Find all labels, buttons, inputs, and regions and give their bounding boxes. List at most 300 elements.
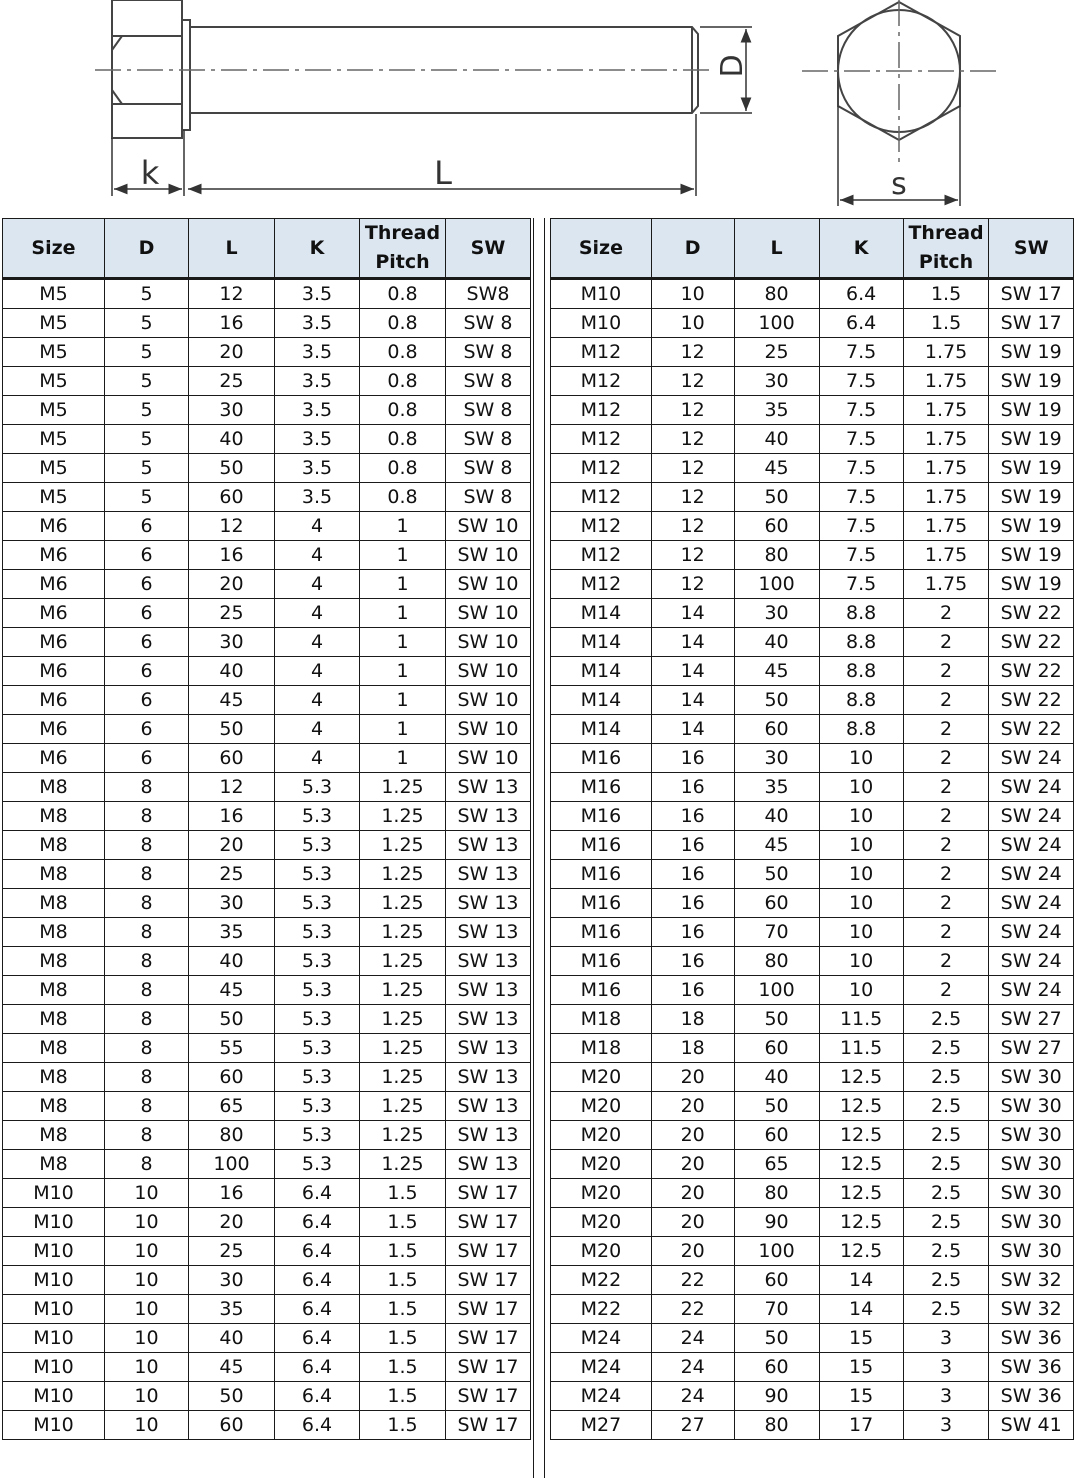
cell-k: 6.4	[275, 1179, 360, 1208]
cell-size: M5	[3, 338, 105, 367]
cell-thread-pitch: 1.25	[360, 918, 446, 947]
cell-l: 45	[189, 976, 275, 1005]
cell-sw: SW 8	[446, 367, 531, 396]
cell-l: 40	[189, 657, 275, 686]
cell-k: 4	[275, 541, 360, 570]
cell-k: 3.5	[275, 279, 360, 309]
cell-sw: SW 13	[446, 976, 531, 1005]
cell-sw: SW 17	[446, 1411, 531, 1440]
cell-sw: SW 17	[446, 1295, 531, 1324]
cell-l: 50	[734, 1005, 819, 1034]
cell-k: 5.3	[275, 831, 360, 860]
cell-thread-pitch: 1.5	[360, 1353, 446, 1382]
header-k: K	[275, 219, 360, 279]
cell-l: 16	[189, 802, 275, 831]
table-row	[3, 889, 531, 918]
table-row	[3, 541, 531, 570]
cell-size: M5	[3, 483, 105, 512]
cell-sw: SW 41	[989, 1411, 1074, 1440]
cell-d: 8	[105, 1121, 189, 1150]
table-row	[3, 802, 531, 831]
table-row	[3, 947, 531, 976]
cell-d: 8	[105, 976, 189, 1005]
cell-l: 50	[734, 1092, 819, 1121]
cell-d: 8	[105, 1034, 189, 1063]
cell-thread-pitch: 1	[360, 512, 446, 541]
cell-l: 25	[189, 860, 275, 889]
cell-thread-pitch: 2	[903, 599, 989, 628]
cell-l: 30	[189, 1266, 275, 1295]
cell-sw: SW 24	[989, 860, 1074, 889]
cell-size: M5	[3, 309, 105, 338]
dimension-k-l	[112, 114, 696, 196]
cell-size: M16	[551, 947, 652, 976]
cell-sw: SW 32	[989, 1266, 1074, 1295]
cell-k: 10	[819, 947, 903, 976]
cell-sw: SW 22	[989, 599, 1074, 628]
cell-k: 3.5	[275, 338, 360, 367]
cell-size: M8	[3, 976, 105, 1005]
cell-k: 6.4	[275, 1382, 360, 1411]
table-row	[551, 831, 1074, 860]
cell-l: 30	[189, 889, 275, 918]
cell-size: M8	[3, 802, 105, 831]
table-row	[551, 802, 1074, 831]
table-row	[3, 1237, 531, 1266]
header-d: D	[105, 219, 189, 279]
cell-sw: SW 13	[446, 1092, 531, 1121]
cell-size: M10	[3, 1237, 105, 1266]
cell-d: 12	[651, 454, 734, 483]
table-row	[3, 1005, 531, 1034]
cell-thread-pitch: 1.25	[360, 1150, 446, 1179]
cell-sw: SW 19	[989, 396, 1074, 425]
cell-d: 5	[105, 396, 189, 425]
cell-k: 4	[275, 657, 360, 686]
table-row	[3, 309, 531, 338]
cell-size: M20	[551, 1063, 652, 1092]
cell-sw: SW 8	[446, 309, 531, 338]
cell-size: M8	[3, 860, 105, 889]
cell-sw: SW 30	[989, 1237, 1074, 1266]
cell-thread-pitch: 3	[903, 1411, 989, 1440]
cell-l: 65	[189, 1092, 275, 1121]
cell-d: 12	[651, 396, 734, 425]
header-k: K	[819, 219, 903, 279]
cell-thread-pitch: 2.5	[903, 1034, 989, 1063]
cell-thread-pitch: 2.5	[903, 1295, 989, 1324]
cell-k: 4	[275, 570, 360, 599]
cell-size: M12	[551, 570, 652, 599]
table-row	[3, 657, 531, 686]
cell-k: 6.4	[819, 279, 903, 309]
cell-thread-pitch: 0.8	[360, 309, 446, 338]
table-row	[551, 1295, 1074, 1324]
cell-d: 10	[105, 1266, 189, 1295]
header-thread-pitch: Thread Pitch	[903, 219, 989, 279]
cell-sw: SW 10	[446, 628, 531, 657]
cell-l: 60	[189, 744, 275, 773]
cell-k: 10	[819, 831, 903, 860]
cell-size: M6	[3, 628, 105, 657]
cell-k: 4	[275, 512, 360, 541]
cell-sw: SW 24	[989, 918, 1074, 947]
cell-size: M16	[551, 802, 652, 831]
header-sw: SW	[989, 219, 1074, 279]
cell-size: M10	[3, 1353, 105, 1382]
table-header-row	[551, 219, 1074, 279]
cell-thread-pitch: 1.75	[903, 454, 989, 483]
cell-size: M20	[551, 1179, 652, 1208]
cell-l: 25	[189, 367, 275, 396]
table-row	[3, 1382, 531, 1411]
cell-thread-pitch: 1.5	[360, 1324, 446, 1353]
cell-size: M18	[551, 1034, 652, 1063]
cell-d: 5	[105, 279, 189, 309]
cell-sw: SW 27	[989, 1005, 1074, 1034]
cell-thread-pitch: 1.75	[903, 338, 989, 367]
cell-size: M10	[551, 309, 652, 338]
cell-l: 35	[189, 1295, 275, 1324]
cell-size: M20	[551, 1237, 652, 1266]
cell-d: 5	[105, 338, 189, 367]
cell-l: 80	[734, 279, 819, 309]
cell-d: 6	[105, 657, 189, 686]
cell-l: 100	[189, 1150, 275, 1179]
table-row	[551, 454, 1074, 483]
table-row	[3, 715, 531, 744]
cell-l: 60	[189, 1063, 275, 1092]
table-row	[3, 367, 531, 396]
cell-size: M20	[551, 1092, 652, 1121]
cell-sw: SW 30	[989, 1121, 1074, 1150]
cell-d: 10	[651, 309, 734, 338]
cell-d: 20	[651, 1150, 734, 1179]
cell-k: 4	[275, 744, 360, 773]
cell-d: 14	[651, 628, 734, 657]
cell-sw: SW 8	[446, 396, 531, 425]
cell-sw: SW 32	[989, 1295, 1074, 1324]
table-header-row	[3, 219, 531, 279]
cell-l: 60	[734, 715, 819, 744]
cell-d: 10	[105, 1411, 189, 1440]
table-row	[3, 425, 531, 454]
bolt-flange-outline	[182, 20, 190, 130]
table-row	[3, 1324, 531, 1353]
cell-size: M12	[551, 338, 652, 367]
cell-d: 14	[651, 657, 734, 686]
cell-d: 20	[651, 1237, 734, 1266]
table-row	[3, 454, 531, 483]
cell-l: 60	[734, 1121, 819, 1150]
table-row	[551, 1121, 1074, 1150]
table-row	[551, 1150, 1074, 1179]
cell-d: 18	[651, 1034, 734, 1063]
cell-d: 5	[105, 454, 189, 483]
cell-sw: SW 27	[989, 1034, 1074, 1063]
table-row	[551, 338, 1074, 367]
bolt-head-outline	[112, 0, 182, 138]
cell-thread-pitch: 1.5	[360, 1382, 446, 1411]
cell-size: M10	[3, 1411, 105, 1440]
cell-d: 12	[651, 570, 734, 599]
cell-thread-pitch: 1.25	[360, 1092, 446, 1121]
cell-sw: SW 30	[989, 1092, 1074, 1121]
cell-l: 30	[734, 744, 819, 773]
cell-size: M6	[3, 541, 105, 570]
header-sw: SW	[446, 219, 531, 279]
cell-d: 16	[651, 773, 734, 802]
cell-sw: SW 13	[446, 831, 531, 860]
cell-size: M12	[551, 367, 652, 396]
table-row	[551, 918, 1074, 947]
cell-sw: SW 10	[446, 657, 531, 686]
cell-k: 8.8	[819, 599, 903, 628]
cell-l: 30	[189, 628, 275, 657]
cell-k: 12.5	[819, 1208, 903, 1237]
cell-k: 5.3	[275, 1092, 360, 1121]
cell-thread-pitch: 0.8	[360, 279, 446, 309]
cell-size: M12	[551, 512, 652, 541]
cell-k: 17	[819, 1411, 903, 1440]
cell-l: 100	[734, 570, 819, 599]
cell-thread-pitch: 2.5	[903, 1150, 989, 1179]
cell-l: 55	[189, 1034, 275, 1063]
cell-size: M16	[551, 744, 652, 773]
cell-sw: SW 30	[989, 1150, 1074, 1179]
cell-l: 40	[734, 1063, 819, 1092]
cell-thread-pitch: 1.75	[903, 483, 989, 512]
table-row	[551, 657, 1074, 686]
cell-k: 10	[819, 976, 903, 1005]
table-row	[3, 1411, 531, 1440]
table-row	[551, 628, 1074, 657]
table-row	[551, 1005, 1074, 1034]
cell-l: 60	[189, 1411, 275, 1440]
cell-l: 35	[734, 773, 819, 802]
cell-k: 3.5	[275, 454, 360, 483]
cell-l: 60	[189, 483, 275, 512]
cell-l: 40	[734, 802, 819, 831]
cell-k: 10	[819, 918, 903, 947]
table-row	[3, 831, 531, 860]
cell-size: M12	[551, 483, 652, 512]
cell-size: M5	[3, 279, 105, 309]
cell-d: 6	[105, 686, 189, 715]
cell-sw: SW 8	[446, 425, 531, 454]
table-row	[551, 279, 1074, 309]
cell-size: M12	[551, 396, 652, 425]
cell-k: 7.5	[819, 396, 903, 425]
label-k: k	[140, 154, 160, 192]
cell-size: M8	[3, 947, 105, 976]
table-row	[551, 1063, 1074, 1092]
cell-l: 50	[189, 1382, 275, 1411]
cell-k: 10	[819, 773, 903, 802]
cell-k: 3.5	[275, 309, 360, 338]
cell-size: M5	[3, 367, 105, 396]
cell-k: 7.5	[819, 338, 903, 367]
cell-size: M5	[3, 425, 105, 454]
cell-k: 7.5	[819, 367, 903, 396]
table-row	[3, 1092, 531, 1121]
cell-k: 11.5	[819, 1034, 903, 1063]
cell-k: 6.4	[819, 309, 903, 338]
cell-l: 25	[734, 338, 819, 367]
cell-sw: SW 36	[989, 1324, 1074, 1353]
table-row	[3, 773, 531, 802]
table-row	[3, 860, 531, 889]
table-row	[3, 599, 531, 628]
cell-thread-pitch: 1.75	[903, 512, 989, 541]
cell-d: 24	[651, 1382, 734, 1411]
table-row	[3, 483, 531, 512]
cell-k: 5.3	[275, 976, 360, 1005]
cell-l: 25	[189, 1237, 275, 1266]
cell-sw: SW 17	[989, 279, 1074, 309]
cell-size: M14	[551, 628, 652, 657]
cell-d: 5	[105, 309, 189, 338]
cell-d: 20	[651, 1121, 734, 1150]
cell-d: 5	[105, 367, 189, 396]
table-row	[551, 367, 1074, 396]
cell-sw: SW 17	[446, 1382, 531, 1411]
cell-sw: SW 24	[989, 947, 1074, 976]
table-row	[3, 1121, 531, 1150]
cell-size: M12	[551, 425, 652, 454]
cell-sw: SW 17	[446, 1324, 531, 1353]
cell-size: M20	[551, 1150, 652, 1179]
table-row	[551, 541, 1074, 570]
cell-k: 5.3	[275, 1150, 360, 1179]
table-row	[3, 1150, 531, 1179]
table-row	[551, 309, 1074, 338]
cell-d: 10	[105, 1382, 189, 1411]
cell-l: 65	[734, 1150, 819, 1179]
cell-k: 6.4	[275, 1237, 360, 1266]
cell-d: 16	[651, 947, 734, 976]
cell-sw: SW 13	[446, 1034, 531, 1063]
cell-k: 10	[819, 860, 903, 889]
cell-sw: SW 17	[446, 1266, 531, 1295]
cell-k: 12.5	[819, 1063, 903, 1092]
cell-k: 6.4	[275, 1324, 360, 1353]
cell-thread-pitch: 3	[903, 1353, 989, 1382]
cell-d: 20	[651, 1063, 734, 1092]
cell-sw: SW 24	[989, 889, 1074, 918]
cell-l: 30	[189, 396, 275, 425]
cell-d: 20	[651, 1208, 734, 1237]
cell-size: M14	[551, 715, 652, 744]
cell-d: 8	[105, 918, 189, 947]
cell-d: 12	[651, 512, 734, 541]
table-row	[551, 570, 1074, 599]
cell-k: 12.5	[819, 1179, 903, 1208]
cell-d: 14	[651, 599, 734, 628]
cell-d: 5	[105, 483, 189, 512]
cell-d: 10	[105, 1353, 189, 1382]
cell-sw: SW 24	[989, 831, 1074, 860]
cell-size: M6	[3, 599, 105, 628]
cell-size: M16	[551, 918, 652, 947]
cell-l: 12	[189, 279, 275, 309]
cell-thread-pitch: 0.8	[360, 483, 446, 512]
cell-d: 10	[651, 279, 734, 309]
cell-d: 12	[651, 338, 734, 367]
cell-l: 60	[734, 889, 819, 918]
cell-l: 80	[734, 541, 819, 570]
cell-k: 12.5	[819, 1121, 903, 1150]
table-row	[551, 1411, 1074, 1440]
cell-l: 45	[734, 454, 819, 483]
cell-sw: SW 17	[446, 1353, 531, 1382]
cell-d: 10	[105, 1295, 189, 1324]
cell-thread-pitch: 1.75	[903, 541, 989, 570]
cell-sw: SW 24	[989, 744, 1074, 773]
cell-k: 4	[275, 686, 360, 715]
cell-thread-pitch: 1	[360, 628, 446, 657]
cell-k: 5.3	[275, 889, 360, 918]
cell-k: 5.3	[275, 918, 360, 947]
table-row	[3, 1179, 531, 1208]
cell-thread-pitch: 1	[360, 686, 446, 715]
label-s: s	[891, 167, 907, 202]
cell-k: 3.5	[275, 367, 360, 396]
cell-d: 20	[651, 1179, 734, 1208]
cell-size: M8	[3, 831, 105, 860]
cell-k: 11.5	[819, 1005, 903, 1034]
cell-thread-pitch: 1.5	[360, 1295, 446, 1324]
cell-k: 10	[819, 744, 903, 773]
cell-thread-pitch: 2.5	[903, 1266, 989, 1295]
cell-thread-pitch: 1.5	[903, 309, 989, 338]
cell-sw: SW 13	[446, 802, 531, 831]
table-row	[551, 860, 1074, 889]
table-row	[551, 396, 1074, 425]
table-row	[3, 686, 531, 715]
cell-sw: SW 24	[989, 802, 1074, 831]
table-row	[551, 1034, 1074, 1063]
table-row	[551, 1266, 1074, 1295]
cell-l: 45	[734, 657, 819, 686]
table-row	[3, 1208, 531, 1237]
header-l: L	[734, 219, 819, 279]
cell-k: 8.8	[819, 686, 903, 715]
bolt-dimension-drawing	[0, 0, 1074, 216]
spec-table-right	[550, 218, 1074, 1440]
table-row	[551, 744, 1074, 773]
table-row	[3, 628, 531, 657]
cell-d: 8	[105, 860, 189, 889]
cell-size: M8	[3, 1092, 105, 1121]
table-separator	[533, 218, 545, 1478]
table-row	[3, 338, 531, 367]
cell-thread-pitch: 1.25	[360, 802, 446, 831]
cell-thread-pitch: 1	[360, 715, 446, 744]
table-row	[3, 1063, 531, 1092]
cell-size: M8	[3, 773, 105, 802]
cell-k: 5.3	[275, 1063, 360, 1092]
cell-k: 12.5	[819, 1237, 903, 1266]
table-row	[551, 1237, 1074, 1266]
cell-size: M24	[551, 1324, 652, 1353]
cell-sw: SW 22	[989, 657, 1074, 686]
cell-l: 20	[189, 831, 275, 860]
cell-sw: SW 13	[446, 1005, 531, 1034]
cell-sw: SW8	[446, 279, 531, 309]
cell-size: M16	[551, 831, 652, 860]
table-row	[551, 889, 1074, 918]
